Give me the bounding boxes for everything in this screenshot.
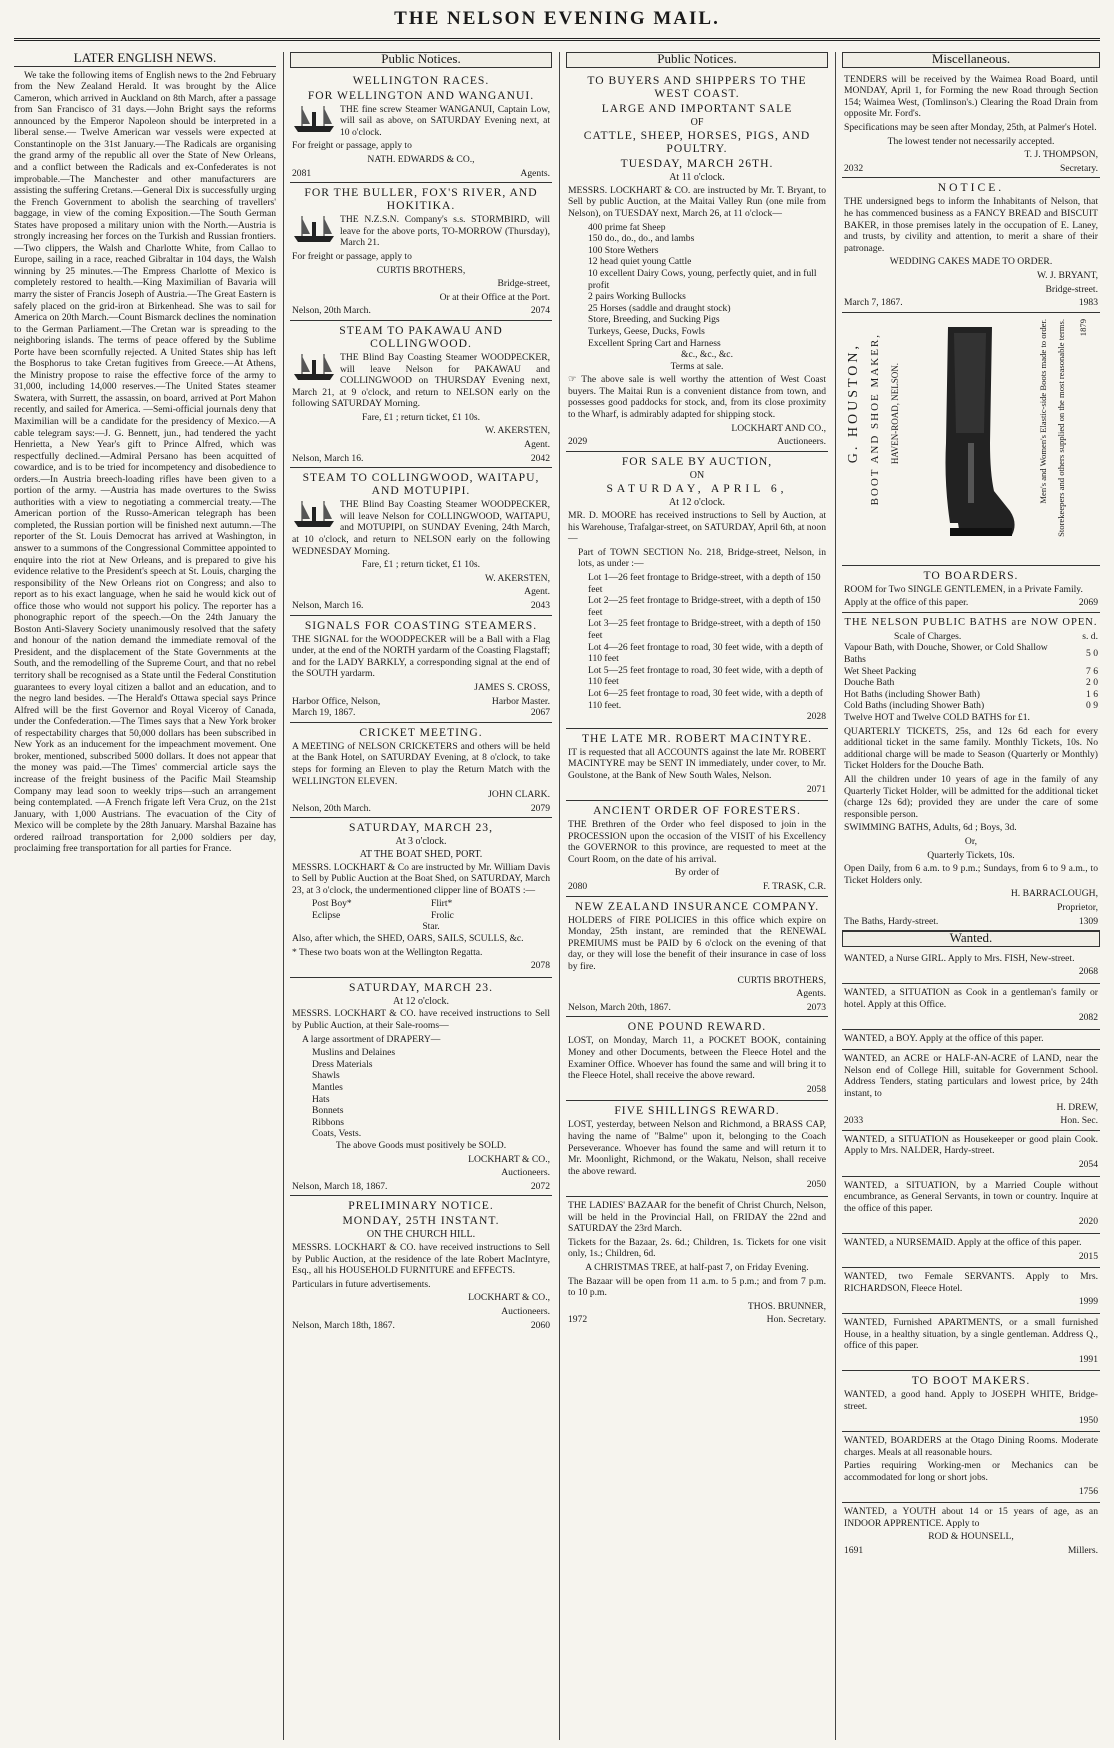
ad-macintyre	[566, 729, 828, 801]
ad-number: 2080	[568, 881, 588, 893]
boot-maker-trade: BOOT AND SHOE MAKER,	[869, 332, 881, 506]
ad-title: STEAM TO PAKAWAU AND COLLINGWOOD.	[339, 323, 503, 350]
list-item: Dress Materials	[312, 1058, 373, 1070]
ad-time: At 3 o'clock.	[395, 836, 447, 848]
steamship-icon	[292, 352, 336, 382]
table-cell: 5 0	[1086, 648, 1098, 660]
wanted-text: WANTED, a NURSEMAID. Apply at the office of this paper.	[844, 1237, 1082, 1248]
lot-item: Lot 4—26 feet frontage to road, 30 feet wide, with a depth of 110 feet	[588, 641, 823, 665]
list-item: 12 head quiet young Cattle	[588, 256, 692, 268]
ad-title: NOTICE.	[937, 181, 1005, 195]
list-item: Coats, Vests.	[312, 1128, 362, 1140]
table-cell: 0 9	[1086, 700, 1098, 712]
ad-to-boarders	[842, 566, 1100, 613]
table-row	[844, 677, 1098, 689]
ad-signals	[290, 616, 552, 723]
ad-signatory: JAMES S. CROSS,	[474, 681, 550, 693]
list-item: 10 excellent Dairy Cows, young, perfectly quiet, and in full profit	[588, 267, 817, 291]
ad-title: FIVE SHILLINGS REWARD.	[614, 1104, 780, 1118]
ad-number: 2054	[1078, 1159, 1098, 1171]
list-item: Turkeys, Geese, Ducks, Fowls	[588, 325, 705, 337]
ad-number: 2079	[530, 802, 550, 814]
ad-scale-columns: s. d.	[1082, 630, 1098, 642]
ad-lowest: The lowest tender not necessarily accepted.	[887, 135, 1055, 147]
ad-number: 1691	[844, 1544, 864, 1556]
wanted-item	[842, 1131, 1100, 1177]
ad-foresters	[566, 801, 828, 897]
ad-signatory: F. TRASK, C.R.	[762, 881, 826, 893]
ad-role: Agents.	[520, 167, 550, 179]
ad-boat-shed	[290, 818, 552, 978]
ad-title: ANCIENT ORDER OF FORESTERS.	[593, 804, 801, 818]
list-item: &c., &c., &c.	[681, 349, 733, 361]
lot-item: Lot 3—25 feet frontage to Bridge-street, with a depth of 150 feet	[588, 618, 821, 641]
ad-role: Agent.	[524, 439, 550, 451]
ad-date: Nelson, 20th March.	[292, 802, 371, 814]
ad-drapery	[290, 978, 552, 1197]
ad-number: 2078	[530, 960, 550, 972]
ad-agent: CURTIS BROTHERS,	[376, 264, 466, 276]
ad-signatory: H. DREW,	[1056, 1101, 1098, 1113]
ad-address: Bridge-street,	[497, 278, 550, 290]
ad-body: THE undersigned begs to inform the Inhabitants of Nelson, that he has commenced business as a FANCY BREAD and BISCUIT BAKER, in those premises lately in the occupation of E. Laney, and trusts, by civility and attention, to merit a share of their patronage.	[844, 196, 1098, 254]
ad-auction-april	[566, 452, 828, 729]
ad-title: PRELIMINARY NOTICE.	[348, 1199, 494, 1213]
miscellaneous-heading: Miscellaneous.	[842, 52, 1100, 68]
list-item: Store, Breeding, and Sucking Pigs	[588, 314, 720, 326]
steamship-icon	[292, 104, 336, 134]
ad-time: At 12 o'clock.	[393, 995, 449, 1007]
lot-item: Lot 6—25 feet frontage to road, 30 feet wide, with a depth of 110 feet.	[588, 687, 823, 711]
ad-ladies-bazaar	[566, 1197, 828, 1329]
wanted-heading: Wanted.	[842, 931, 1100, 947]
ad-number: 1999	[1078, 1296, 1098, 1308]
ad-role: Hon. Sec.	[1060, 1115, 1098, 1127]
ad-body: THE Blind Bay Coasting Steamer WOODPECKER, will leave Nelson for PAKAWAU and COLLINGWOOD on THURSDAY Evening next, March 21, at 9 o'clock, and return to NELSON early on the following SATURDAY Morning.	[292, 351, 550, 410]
list-item: Hats	[312, 1093, 330, 1105]
ad-title: THE NELSON PUBLIC BATHS are NOW OPEN.	[844, 616, 1098, 628]
ad-date: Nelson, March 20th, 1867.	[568, 1001, 671, 1013]
ad-more: Particulars in future advertisements.	[292, 1278, 431, 1290]
ad-body: WANTED, a YOUTH about 14 or 15 years of age, as an INDOOR APPRENTICE. Apply to	[844, 1506, 1098, 1529]
ad-number: 1309	[1078, 915, 1098, 927]
table-cell: 1 6	[1086, 688, 1098, 700]
ad-subtitle: LARGE AND IMPORTANT SALE	[601, 101, 793, 115]
ad-title: TO BUYERS AND SHIPPERS TO THE WEST COAST.	[587, 73, 807, 100]
boat-name: Frolic	[431, 909, 454, 921]
ad-role: Auctioneers.	[501, 1167, 550, 1179]
ad-part: Part of TOWN SECTION No. 218, Bridge-street, Nelson, in lots, as under :—	[578, 546, 826, 570]
public-notices-heading: Public Notices.	[566, 52, 828, 68]
wanted-text: WANTED, a SITUATION as Cook in a gentleman's family or hotel. Apply at this Office.	[844, 986, 1098, 1010]
ad-of: OF	[690, 116, 704, 128]
ad-number: 2020	[1078, 1216, 1098, 1228]
ad-fare: Fare, £1 ; return ticket, £1 10s.	[361, 559, 481, 571]
ad-signatory: T. J. THOMPSON,	[1024, 149, 1098, 161]
ad-body: THE N.Z.S.N. Company's s.s. STORMBIRD, will leave for the above ports, TO-MORROW (Thursday), March 21.	[340, 214, 550, 249]
ad-title: SATURDAY, MARCH 23.	[349, 980, 493, 994]
steamship-icon	[292, 214, 336, 244]
ad-body: THE Brethren of the Order who feel disposed to join in the PROCESSION upon the occasion of the VISIT of his Excellency the GOVERNOR to this province, are requested to meet at the Court Room, on the date of his arrival.	[568, 819, 826, 865]
ad-freight: For freight or passage, apply to	[292, 140, 412, 152]
ad-or: Or,	[964, 835, 978, 847]
ad-extra: Parties requiring Working-men or Mechanics can be accommodated for long or short jobs.	[844, 1460, 1098, 1483]
ad-title: CRICKET MEETING.	[359, 725, 483, 739]
ad-body: HOLDERS of FIRE POLICIES in this office which expire on Monday, 25th instant, are reminded that the RENEWAL PREMIUMS must be PAID by 6 o'clock on the evening of that day, or they will lose the benefit of their insurance in case of loss by fire.	[568, 914, 826, 973]
list-item: Shawls	[312, 1070, 340, 1082]
ad-number: 2043	[530, 600, 550, 611]
ad-to-boot-makers	[842, 1371, 1100, 1432]
ad-signatory: H. BARRACLOUGH,	[1010, 888, 1098, 900]
list-item: Mantles	[312, 1082, 343, 1093]
ad-body: MR. D. MOORE has received instructions to Sell by Auction, at his Warehouse, Trafalgar-street, on SATURDAY, April 6th, at noon—	[568, 510, 826, 545]
ad-signatory: ROD & HOUNSELL,	[928, 1531, 1014, 1543]
ad-on: ON	[689, 469, 705, 481]
ad-children: All the children under 10 years of age in the family of any Quarterly Ticket Holder, will be admitted for the additional ticket (charge 12s 6d); provided they are under the care of some responsible person.	[844, 774, 1098, 820]
column-divider	[283, 52, 284, 1740]
table-cell: 7 6	[1086, 665, 1098, 677]
ad-wellington-races	[290, 71, 552, 184]
ad-open: Open Daily, from 6 a.m. to 9 p.m.; Sundays, from 6 to 9 a.m., to Ticket Holders only.	[844, 863, 1098, 886]
ad-collingwood	[290, 468, 552, 615]
ad-title: TO BOOT MAKERS.	[911, 1374, 1031, 1388]
wanted-item	[842, 1268, 1100, 1314]
ad-body: MESSRS. LOCKHART & CO. have received instructions to Sell by Public Auction, at their Sale-rooms—	[292, 1008, 550, 1032]
ad-number: 2042	[530, 452, 550, 464]
ad-role: Secretary.	[1060, 162, 1098, 174]
wanted-item	[842, 1050, 1100, 1131]
ad-number: 2073	[806, 1001, 826, 1013]
lot-item: Lot 1—26 feet frontage to Bridge-street, with a depth of 150 feet	[588, 572, 821, 595]
boot-maker-name: G. HOUSTON,	[846, 342, 861, 463]
boat-name: Eclipse	[312, 909, 341, 921]
ad-body: MESSRS. LOCKHART & CO. have received instructions to Sell by Public Auction, at the residence of the late Robert MacIntyre, Esq., all his HOUSEHOLD FURNITURE and EFFECTS.	[292, 1241, 550, 1277]
ad-title: SIGNALS FOR COASTING STEAMERS.	[304, 618, 538, 632]
ad-agent: W. AKERSTEN,	[485, 572, 550, 584]
ad-number: 1950	[1078, 1414, 1098, 1426]
ad-body: WANTED, BOARDERS at the Otago Dining Rooms. Moderate charges. Meals at all reasonable hours.	[844, 1435, 1098, 1458]
ad-office: Harbor Office, Nelson,	[292, 695, 381, 707]
boot-maker-address: HAVEN-ROAD, NELSON.	[890, 362, 900, 464]
ad-insurance	[566, 897, 828, 1018]
ad-preliminary-notice	[290, 1196, 552, 1334]
list-item: 2 pairs Working Bullocks	[588, 291, 686, 303]
boat-name: Star.	[422, 921, 440, 933]
column-miscellaneous	[842, 52, 1100, 1740]
boat-name: Flirt*	[431, 898, 453, 910]
table-cell: Wet Sheet Packing	[844, 665, 917, 677]
ad-youth-apprentice	[842, 1503, 1100, 1559]
wanted-text: WANTED, a SITUATION, by a Married Couple without encumbrance, as General Servants, in town or country. Inquire at the office of this paper.	[844, 1179, 1098, 1214]
ad-agent: LOCKHART & CO.,	[468, 1153, 550, 1165]
ad-agent: NATH. EDWARDS & CO.,	[367, 153, 475, 165]
ad-number: 1756	[1078, 1485, 1098, 1497]
ad-role: Auctioneers.	[501, 1305, 550, 1317]
list-item: Excellent Spring Cart and Harness	[588, 337, 721, 349]
ad-twelve: Twelve HOT and Twelve COLD BATHS for £1.	[844, 712, 1030, 724]
wanted-item	[842, 984, 1100, 1030]
wanted-text: WANTED, two Female SERVANTS. Apply to Mrs. RICHARDSON, Fleece Hotel.	[844, 1271, 1098, 1294]
ad-body: WANTED, a good hand. Apply to JOSEPH WHITE, Bridge-street.	[844, 1389, 1098, 1412]
ad-date: Nelson, March 18, 1867.	[292, 1180, 388, 1192]
column-divider	[835, 52, 836, 1740]
ad-fare: Fare, £1 ; return ticket, £1 10s.	[361, 411, 481, 423]
ad-buller-hokitika	[290, 183, 552, 321]
wanted-item	[842, 1314, 1100, 1371]
ad-tenders	[842, 71, 1100, 179]
ad-role: Auctioneers.	[777, 436, 826, 448]
ad-agent: LOCKHART & CO.,	[468, 1292, 550, 1304]
ad-body: LOST, yesterday, between Nelson and Richmond, a BRASS CAP, having the name of "Balme" upon it, belonging to the Coach Perseverance. Whoever has found the same and will return it to Mr. Moonlight, Richmond, or the Wakatu, Nelson, shall receive the above reward.	[568, 1119, 826, 1177]
wanted-text: WANTED, Furnished APARTMENTS, or a small furnished House, in a healthy situation, by a single gentleman. Address Q., office of this paper.	[844, 1316, 1098, 1352]
table-row	[844, 642, 1098, 665]
ad-role: Harbor Master.	[491, 695, 550, 707]
ad-subtitle: FOR WELLINGTON AND WANGANUI.	[307, 88, 535, 102]
table-row	[844, 666, 1098, 678]
ad-role: Proprietor,	[1057, 901, 1098, 913]
ad-cricket	[290, 723, 552, 819]
ad-role: Agents.	[796, 988, 826, 1000]
list-item: 400 prime fat Sheep	[588, 221, 666, 233]
ad-open: The Bazaar will be open from 11 a.m. to 5 p.m.; and from 7 p.m. to 10 p.m.	[568, 1275, 826, 1299]
ad-title: FOR THE BULLER, FOX'S RIVER, AND HOKITIKA.	[304, 186, 538, 213]
wanted-item	[842, 1030, 1100, 1051]
ad-tickets: Tickets for the Bazaar, 2s. 6d.; Children, 1s. Tickets for one visit only, 1s.; Children, 6d.	[568, 1236, 826, 1260]
masthead	[0, 0, 1114, 44]
ad-freight: For freight or passage, apply to	[292, 250, 412, 262]
ad-baker-notice	[842, 178, 1100, 312]
ad-body: TENDERS will be received by the Waimea Road Board, until MONDAY, April 1, for Forming the new Road through Section 154; Waimea West, (Tomlinson's.) Clearing the Road Drain from opposite Mr. Ford's.	[844, 73, 1098, 120]
ad-number: 2081	[292, 167, 312, 179]
ad-body: LOST, on Monday, March 11, a POCKET BOOK, containing Money and other Documents, between the Fleece Hotel and the Examiner Office. Whoever has found the same and will bring it to the Fleece Hotel, shall receive the above reward.	[568, 1035, 826, 1082]
ad-date: Nelson, March 16.	[292, 452, 364, 464]
column-public-notices-1	[290, 52, 552, 1740]
ad-address: Bridge-street.	[1045, 283, 1098, 295]
lot-item: Lot 5—25 feet frontage to road, 30 feet wide, with a depth of 110 feet	[588, 664, 823, 688]
ad-signatory: THOS. BRUNNER,	[747, 1300, 826, 1312]
list-item: Ribbons	[312, 1116, 344, 1128]
ad-day: SATURDAY, APRIL 6,	[606, 482, 788, 496]
ad-date: March 19, 1867.	[292, 707, 356, 719]
news-heading: LATER ENGLISH NEWS.	[14, 52, 276, 67]
column-divider	[559, 52, 560, 1740]
list-item: Muslins and Delaines	[312, 1047, 396, 1059]
ad-cakes: WEDDING CAKES MADE TO ORDER.	[889, 256, 1053, 268]
ad-date: March 7, 1867.	[844, 297, 903, 309]
ad-number: 2071	[806, 783, 826, 795]
newspaper-title: THE NELSON EVENING MAIL.	[394, 8, 720, 29]
wanted-text: WANTED, a BOY. Apply at the office of this paper.	[844, 1032, 1044, 1044]
wanted-item	[842, 1234, 1100, 1268]
table-cell: 2 0	[1086, 677, 1098, 689]
wanted-item	[842, 1177, 1100, 1234]
ad-title: WELLINGTON RACES.	[352, 73, 490, 87]
ad-title: TO BOARDERS.	[923, 568, 1019, 582]
steamship-icon	[292, 499, 336, 529]
ad-body: MESSRS. LOCKHART & Co are instructed by Mr. William Davis to Sell by Public Auction at the Boat Shed, on SATURDAY, March 23, at 3 o'clock, the undermentioned clipper line of BOATS :—	[292, 861, 550, 896]
ad-public-baths	[842, 613, 1100, 931]
ad-five-shillings-reward	[566, 1101, 828, 1197]
ad-number: 2060	[530, 1319, 550, 1331]
ad-day: TUESDAY, MARCH 26TH.	[620, 157, 774, 171]
ad-place: AT THE BOAT SHED, PORT.	[359, 848, 483, 860]
ad-number: 1991	[1078, 1353, 1098, 1365]
ad-number: 1879	[1078, 318, 1088, 336]
table-cell: Vapour Bath, with Douche, Shower, or Cold Shallow Baths	[844, 642, 1048, 666]
ad-subtitle: CATTLE, SHEEP, HORSES, PIGS, AND POULTRY.	[583, 129, 811, 156]
ad-pakawau	[290, 321, 552, 468]
ad-one-pound-reward	[566, 1017, 828, 1101]
ad-number: 2032	[844, 162, 864, 174]
ad-number: 2033	[844, 1115, 864, 1127]
ad-number: 1972	[568, 1314, 588, 1326]
ad-note: * These two boats won at the Wellington Regatta.	[292, 946, 483, 958]
list-item: 25 Horses (saddle and draught stock)	[588, 302, 731, 314]
ad-apply: Apply at the office of this paper.	[844, 597, 969, 609]
ad-by-order: By order of	[674, 867, 720, 879]
ad-number: 2069	[1078, 597, 1098, 609]
boot-icon	[920, 323, 1020, 553]
ad-tree: A CHRISTMAS TREE, at half-past 7, on Friday Evening.	[585, 1261, 809, 1273]
ad-date: Nelson, March 18th, 1867.	[292, 1319, 395, 1331]
column-public-notices-2	[566, 52, 828, 1740]
ad-alt-address: Or at their Office at the Port.	[439, 291, 550, 303]
lot-item: Lot 2—25 feet frontage to Bridge-street, with a depth of 150 feet	[588, 595, 821, 618]
ad-subtitle: MONDAY, 25TH INSTANT.	[342, 1214, 500, 1228]
ad-title: NEW ZEALAND INSURANCE COMPANY.	[574, 899, 820, 913]
ad-signatory: JOHN CLARK.	[488, 789, 550, 801]
ad-boot-maker	[842, 313, 1100, 566]
table-cell: Hot Baths (including Shower Bath)	[844, 688, 980, 700]
ad-number: 2082	[1078, 1012, 1098, 1024]
list-item: Bonnets	[312, 1105, 344, 1117]
ad-body: THE fine screw Steamer WANGANUI, Captain Low, will sail as above, on SATURDAY Evening next, at 10 o'clock.	[340, 103, 550, 138]
public-notices-heading: Public Notices.	[290, 52, 552, 68]
ad-body: MESSRS. LOCKHART & CO. are instructed by Mr. T. Bryant, to Sell by public Auction, at the Maitai Valley Run (one mile from Nelson), on TUESDAY next, March 26, at 11 o'clock—	[568, 184, 826, 219]
ad-note-text: The above sale is well worthy the attention of West Coast buyers. The Maitai Run is a convenient distance from town, and possesses good paddocks for stock, and, from its close proximity to the Wharf, is admirably adapted for shipping stock.	[568, 374, 826, 421]
ad-intro: A large assortment of DRAPERY—	[302, 1033, 441, 1045]
ad-body: THE SIGNAL for the WOODPECKER will be a Ball with a Flag under, at the end of the NORTH yardarm of the Coasting Flagstaff; and for the LADY BARKLY, a corresponding signal at the end of the SOUTH yardarm.	[292, 633, 550, 680]
ad-number: 2050	[806, 1179, 826, 1191]
ad-body: IT is requested that all ACCOUNTS against the late Mr. ROBERT MACINTYRE may be SENT IN immediately, under cover, to Mr. Goulstone, at the Bank of New South Wales, Nelson.	[568, 746, 826, 781]
ad-number: 2072	[530, 1180, 550, 1192]
ad-quarterly-tickets: Quarterly Tickets, 10s.	[927, 849, 1015, 861]
masthead-rule	[14, 38, 1100, 41]
ad-sold: The above Goods must positively be SOLD.	[335, 1139, 507, 1151]
ad-title: STEAM TO COLLINGWOOD, WAITAPU, AND MOTUPIPI.	[302, 471, 540, 498]
ad-number: 1983	[1078, 297, 1098, 309]
wanted-item	[842, 950, 1100, 984]
ad-date: Nelson, March 16.	[292, 600, 364, 611]
table-row	[844, 700, 1098, 712]
ad-role: Hon. Secretary.	[766, 1314, 826, 1326]
table-cell: Douche Bath	[844, 677, 895, 689]
ad-address: The Baths, Hardy-street.	[844, 915, 939, 927]
ad-body: THE Blind Bay Coasting Steamer WOODPECKER, will leave Nelson for COLLINGWOOD, WAITAPU, and MOTUPIPI, on SUNDAY Evening, 24th March, at 10 o'clock, and return to NELSON early on the following WEDNESDAY Morning.	[292, 499, 550, 557]
ad-terms: Terms at sale.	[670, 360, 724, 372]
ad-agent: W. AKERSTEN,	[485, 425, 550, 437]
ad-body: A MEETING of NELSON CRICKETERS and others will be held at the Bank Hotel, on SATURDAY Evening, at 8 o'clock, to take steps for forming an Eleven to play the Return Match with the WELLINGTON ELEVEN.	[292, 740, 550, 787]
ad-body: ROOM for Two SINGLE GENTLEMEN, in a Private Family.	[844, 583, 1083, 595]
ad-note	[568, 374, 826, 420]
ad-agent: LOCKHART AND CO.,	[731, 422, 826, 434]
news-article-text: We take the following items of English news to the 2nd February from the New Zealand Herald. It was brought by the Alice Cameron, which arrived in Auckland on 8th March, after a passage from San Francisco of 31 days.—John Bright says the reforms announced by the Emperor Napoleon should be interpreted in a liberal sense.— Twelve American war vessels were expected at Constantinople on the 31st January.—The Radicals are organising the grand army of the republic all over the State of New Orleans, and a conflict between the Radicals and ex-Confederates is not improbable.—The Manchester and other manufacturers are assisting the suffering Cretans.—General Dix is successfully urging the French Government to abolish the searching of travellers' baggage, in view of the coming Exposition.—The South German States have proposed a military union with the North.—Austria is strongly increasing her forces on the Turkish and Russian frontiers.—Two clippers, the Walsh and Charlotte White, from Callao to Europe, sailing in a race, reached Gibraltar in 104 days, the Walsh winning by 25 minutes.—The Empress Charlotte of Mexico is completely restored to health.—King Maximilian of Bavaria will marry the sister of Francis Joseph of Austria.—The Great Eastern is safely placed on the grid-iron at Birkenhead. She was to sail for America on 20th March.—Count Bismarck declines the nomination to the German Parliament.—The Cretan war is spreading to the neighboring islands. The terms of peace offered by the Sublime Porte have been scornfully rejected. A United States ship has left the Bosphorus to take Cretan fugitives from Greece.—At Athens, the Ministry propose to raise the effective force of the army to 31,000, including 14,000 reserves.—The United States steamer Swatera, with Surrett, the assassin, on board, arrived at Port Mahon recently, and sailed for America. —Semi-official journals deny that Maximilian will be a candidate for the presidency of Mexico.—A cable telegram says:—J. G. Bennett, jun., had tendered the yacht Henrietta, a New Year's gift to Prince Alfred, which was respectfully declined.—Admiral Persano has been acquitted of cowardice, and is to be tried for incompetency and disobedience to orders.—In Austria breech-loading rifles have been given to a portion of the army. —Austria has made overtures to the Swiss authorities with a view to negotiating a commercial treaty.—The American portion of the Russo-American telegraph has been completed, the Russian portion will be finished next autumn.—The reporter of the St. Louis Democrat has arrived at Washington, in answer to a summons of the Congressional Committee appointed to enquire into the riot at New Orleans, and is prepared to give his evidence relative to the President's speech at St. Louis, charging the responsibility of the New Orleans riot on Congress; and also to report as to his exact language, when he said he would kick out of office those who would not support his policy. The reporter has a phonographic report of the speech.—On the 24th January the Boston Anti-Slavery Society unanimously resolved that the safety and honour of the nation demand the immediate removal of the President, and the displacement of the State Governments at the South, and the remodelling of the Supreme Court, and that no rebel territory shall be recognised as a State until the Federal Constitution guarantees to every loyal citizen a ballot and an education, and to the negro land besides. —The Herald's Ottawa special says Prince Alfred will be the first Governor and Royal Viceroy of Canada, under the Confederation.—The Times says that a New York broker of respectability charges that 50,000 dollars has been subscribed in New York as an inducement for the impeachment movement. One broker, mentioned, subscribed 5000 dollars. It does not appear that the money was paid.—The Times' commercial article says the increase of the freight business of the Pacific Mail Steamship Company may lead soon to weekly trips—such an arrangement being contemplated. —A French frigate left Vera Cruz, on the 21st January, with 1,000 Austrians. The evacuation of the City of Mexico will be complete by the 28th January. Marshal Bazaine has ordered railroad transportation for 2,000 soldiers per day, proclaiming free transportation for all parties for France.	[14, 69, 276, 855]
ad-place: ON THE CHURCH HILL.	[366, 1229, 476, 1241]
boot-maker-line2: Storekeepers and others supplied on the most reasonable terms.	[1056, 318, 1066, 537]
table-cell: Cold Baths (including Shower Bath)	[844, 700, 985, 712]
wanted-text: WANTED, a Nurse GIRL. Apply to Mrs. FISH, New-street.	[844, 952, 1075, 964]
boot-maker-line1: Men's and Women's Elastic-side Boots made to order.	[1038, 318, 1048, 504]
ad-quarterly: QUARTERLY TICKETS, 25s, and 12s 6d each for every additional ticket in the same family. Monthly Tickets, 10s. No additional charge will be made to Season (Quarterly or Monthly) Ticket Holders for the Douche Bath.	[844, 725, 1098, 772]
ad-number: 2015	[1078, 1250, 1098, 1262]
ad-swim: SWIMMING BATHS, Adults, 6d ; Boys, 3d.	[844, 822, 1017, 834]
ad-number: 2068	[1078, 966, 1098, 978]
list-item: 150 do., do., do., and lambs	[588, 233, 695, 245]
ad-number: 2067	[530, 707, 550, 719]
boat-name: Post Boy*	[312, 898, 352, 910]
wanted-text: WANTED, a SITUATION as Housekeeper or good plain Cook. Apply to Mrs. NALDER, Hardy-street.	[844, 1133, 1098, 1157]
bath-charges-table	[844, 642, 1098, 712]
ad-role: Agent.	[524, 586, 550, 598]
ad-signatory: W. J. BRYANT,	[1036, 269, 1098, 281]
ad-number: 2029	[568, 436, 588, 448]
ad-spec: Specifications may be seen after Monday, 25th, at Palmer's Hotel.	[844, 121, 1097, 133]
ad-number: 2074	[530, 305, 550, 317]
ad-agent: CURTIS BROTHERS,	[737, 974, 826, 986]
ad-title: THE LATE MR. ROBERT MACINTYRE.	[581, 731, 813, 745]
ad-also: Also, after which, the SHED, OARS, SAILS, SCULLS, &c.	[292, 933, 524, 945]
list-item: 100 Store Wethers	[588, 244, 659, 256]
ad-number: 2028	[806, 711, 826, 723]
ad-time: At 12 o'clock.	[669, 497, 725, 509]
column-news	[14, 52, 276, 1740]
ad-number: 2058	[806, 1083, 826, 1095]
ad-title: ONE POUND REWARD.	[627, 1020, 767, 1034]
ad-title: FOR SALE BY AUCTION,	[621, 454, 773, 468]
ad-date: Nelson, 20th March.	[292, 305, 371, 317]
wanted-text: WANTED, an ACRE or HALF-AN-ACRE of LAND, near the Nelson end of College Hill, suitable for Government School. Address Tenders, stating particulars and lowest price, by 24th instant, to	[844, 1053, 1098, 1100]
pointing-hand-icon: ☞	[568, 374, 582, 386]
ad-scale: Scale of Charges.	[894, 630, 962, 642]
ad-title: SATURDAY, MARCH 23,	[349, 821, 493, 835]
ad-otago-boarders	[842, 1432, 1100, 1503]
ad-role: Millers.	[1067, 1544, 1098, 1556]
ad-time: At 11 o'clock.	[669, 172, 725, 184]
ad-west-coast-sale	[566, 71, 828, 452]
ad-body: THE LADIES' BAZAAR for the benefit of Christ Church, Nelson, will be held in the Provincial Hall, on FRIDAY the 22nd and SATURDAY the 23rd March.	[568, 1199, 826, 1235]
table-row	[844, 689, 1098, 701]
